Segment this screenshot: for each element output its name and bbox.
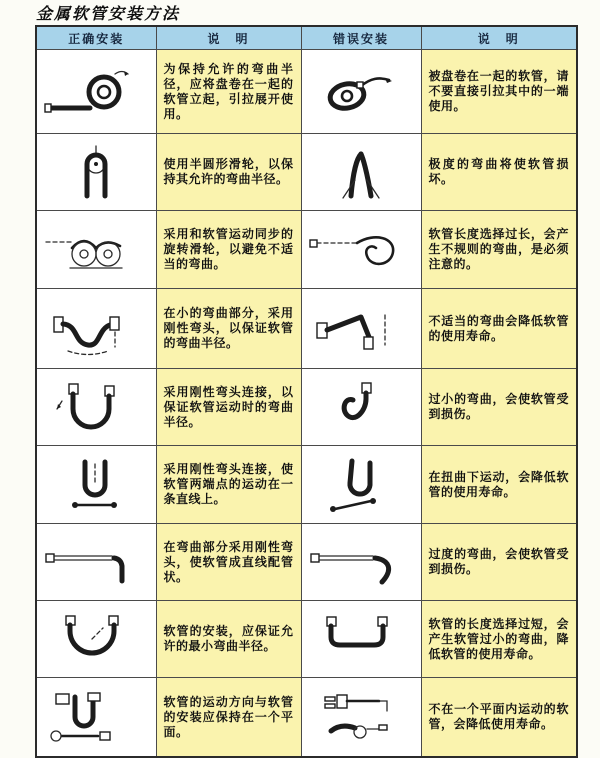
correct-description: 软管的安装，应保证允许的最小弯曲半径。 — [156, 601, 301, 678]
wrong-image-cell — [301, 211, 421, 289]
header-correct-install: 正确安装 — [36, 26, 156, 50]
header-description-2: 说 明 — [421, 26, 577, 50]
wrong-image-cell — [301, 678, 421, 758]
wrong-image-cell — [301, 50, 421, 134]
straight-line-motion-u-illustration — [42, 457, 150, 513]
synchronized-rotating-pulleys-illustration — [42, 222, 150, 278]
excessive-bend-illustration — [307, 534, 415, 590]
page-title: 金属软管安装方法 — [36, 4, 181, 23]
wrong-image-cell — [301, 369, 421, 446]
wrong-image-cell — [301, 289, 421, 369]
table-row — [36, 211, 577, 289]
header-row — [36, 26, 577, 50]
wrong-image-cell — [301, 134, 421, 211]
wrong-description: 在扭曲下运动，会降低软管的使用寿命。 — [421, 446, 577, 524]
header-description-1: 说 明 — [156, 26, 301, 50]
standing-coil-pull-open-illustration — [42, 64, 150, 120]
correct-image-cell — [36, 134, 156, 211]
wrong-image-cell — [301, 524, 421, 601]
wrong-image-cell — [301, 446, 421, 524]
wrong-description: 不在一个平面内运动的软管，会降低使用寿命。 — [421, 678, 577, 758]
wrong-description: 软管的长度选择过短，会产生软管过小的弯曲，降低软管的使用寿命。 — [421, 601, 577, 678]
twisted-motion-illustration — [307, 457, 415, 513]
wrong-image-cell — [301, 601, 421, 678]
table-row — [36, 289, 577, 369]
correct-description: 采用刚性弯头连接，以保证软管运动时的弯曲半径。 — [156, 369, 301, 446]
correct-description: 采用刚性弯头连接，使软管两端点的运动在一条直线上。 — [156, 446, 301, 524]
correct-image-cell — [36, 211, 156, 289]
wrong-description: 极度的弯曲将使软管损坏。 — [421, 134, 577, 211]
wrong-description: 被盘卷在一起的软管，请不要直接引拉其中的一端使用。 — [421, 50, 577, 134]
extreme-bend-illustration — [307, 144, 415, 200]
correct-description: 为保持允许的弯曲半径，应将盘卷在一起的软管立起，引拉展开使用。 — [156, 50, 301, 134]
table-row — [36, 50, 577, 134]
correct-description: 软管的运动方向与软管的安装应保持在一个平面。 — [156, 678, 301, 758]
correct-description: 在弯曲部分采用刚性弯头，使软管成直线配管状。 — [156, 524, 301, 601]
too-small-bend-illustration — [307, 379, 415, 435]
wrong-description: 软管长度选择过长，会产生不规则的弯曲，是必须注意的。 — [421, 211, 577, 289]
rigid-elbow-small-bend-illustration — [42, 301, 150, 357]
correct-image-cell — [36, 369, 156, 446]
table-row — [36, 369, 577, 446]
correct-description: 在小的弯曲部分，采用刚性弯头，以保证软管的弯曲半径。 — [156, 289, 301, 369]
rigid-elbow-u-connection-illustration — [42, 379, 150, 435]
wrong-description: 不适当的弯曲会降低软管的使用寿命。 — [421, 289, 577, 369]
correct-description: 使用半圆形滑轮，以保持其允许的弯曲半径。 — [156, 134, 301, 211]
semicircular-pulley-illustration — [42, 144, 150, 200]
correct-image-cell — [36, 289, 156, 369]
table-row — [36, 601, 577, 678]
table-row — [36, 134, 577, 211]
correct-image-cell — [36, 446, 156, 524]
correct-description: 采用和软管运动同步的旋转滑轮，以避免不适当的弯曲。 — [156, 211, 301, 289]
straight-piping-elbow-illustration — [42, 534, 150, 590]
correct-image-cell — [36, 678, 156, 758]
out-of-plane-motion-illustration — [307, 689, 415, 745]
hose-too-short-illustration — [307, 611, 415, 667]
table-row — [36, 524, 577, 601]
hose-too-long-loop-illustration — [307, 222, 415, 278]
improper-bend-illustration — [307, 301, 415, 357]
single-plane-motion-illustration — [42, 689, 150, 745]
table-row — [36, 678, 577, 758]
coil-pulled-from-one-end-illustration — [307, 64, 415, 120]
table-row — [36, 446, 577, 524]
wrong-description: 过小的弯曲，会使软管受到损伤。 — [421, 369, 577, 446]
installation-table — [35, 25, 578, 758]
header-wrong-install: 错误安装 — [301, 26, 421, 50]
wrong-description: 过度的弯曲，会使软管受到损伤。 — [421, 524, 577, 601]
correct-image-cell — [36, 601, 156, 678]
correct-image-cell — [36, 524, 156, 601]
correct-image-cell — [36, 50, 156, 134]
minimum-bend-radius-u-illustration — [42, 611, 150, 667]
